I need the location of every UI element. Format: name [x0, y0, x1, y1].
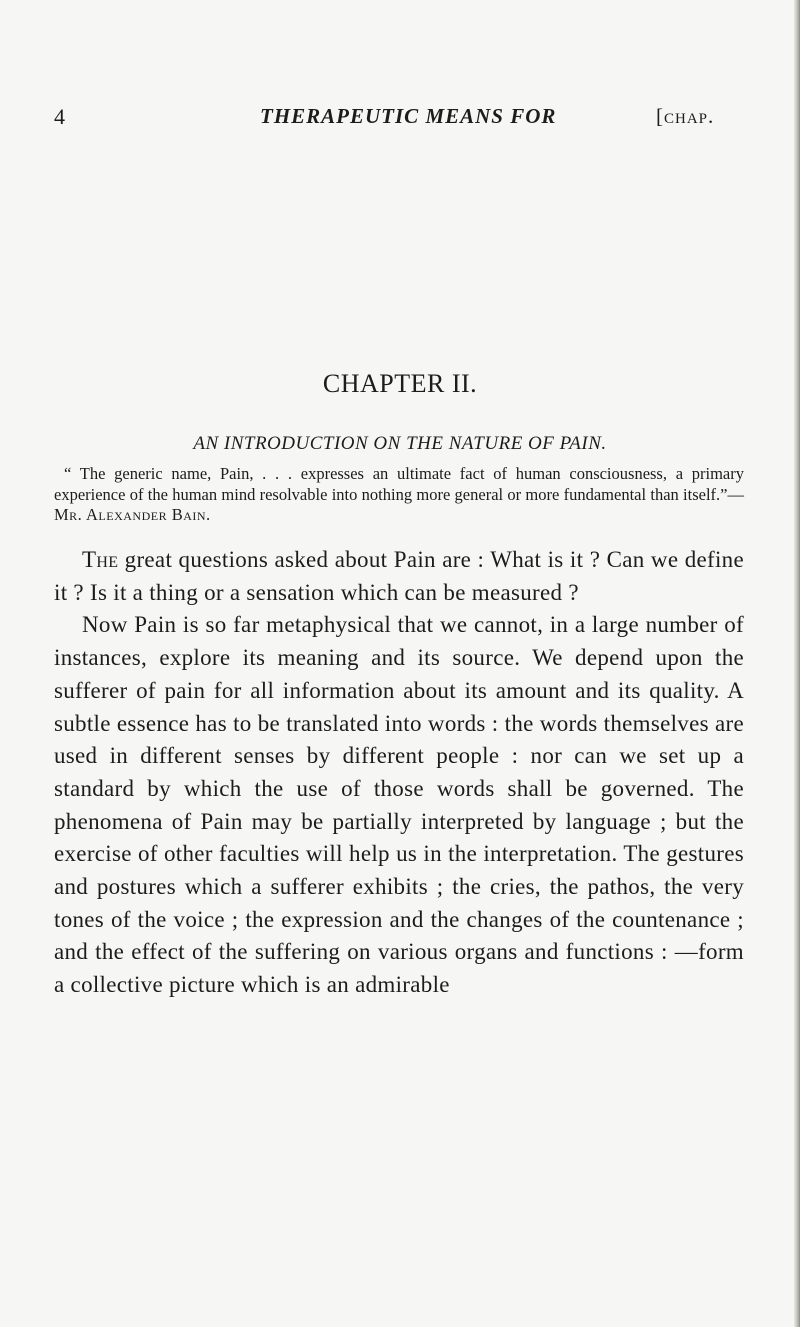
- page-scan-edge: [794, 0, 800, 1327]
- epigraph-quote: “ The generic name, Pain, . . . expresses an ultimate fact of human consciousness, a primary experience of the human mind resolvable into nothing more general or more fundamental than itself.”—: [54, 464, 744, 504]
- epigraph: [54, 464, 744, 526]
- epigraph-author: Mr. Alexander Bain.: [54, 505, 211, 524]
- epigraph-paragraph: [54, 464, 744, 526]
- lead-word: The: [82, 547, 119, 572]
- body-text: [54, 544, 744, 1002]
- page-number: 4: [54, 104, 65, 129]
- running-head: [0, 104, 800, 134]
- running-chapter-ref: [chap.: [656, 104, 715, 128]
- running-title: THERAPEUTIC MEANS FOR: [260, 104, 557, 128]
- paragraph-1-text: great questions asked about Pain are : What is it ? Can we define it ? Is it a thing or a sensation which can be measured ?: [54, 547, 744, 605]
- chapter-subtitle: AN INTRODUCTION ON THE NATURE OF PAIN.: [193, 433, 607, 454]
- chapter-title: CHAPTER II.: [322, 369, 478, 398]
- paragraph-1: [54, 544, 744, 609]
- paragraph-2: Now Pain is so far metaphysical that we cannot, in a large number of instances, explore its meaning and its source. We depend upon the sufferer of pain for all information about its amount and its quality. A subtle essence has to be translated into words : the words themselves are used in different senses by different people : nor can we set up a standard by which the use of those words shall be governed. The phenomena of Pain may be partially interpreted by language ; but the exercise of other faculties will help us in the interpretation. The gestures and postures which a sufferer exhibits ; the cries, the pathos, the very tones of the voice ; the expression and the changes of the countenance ; and the effect of the suffering on various organs and functions : —form a collective picture which is an admirable: [54, 612, 744, 998]
